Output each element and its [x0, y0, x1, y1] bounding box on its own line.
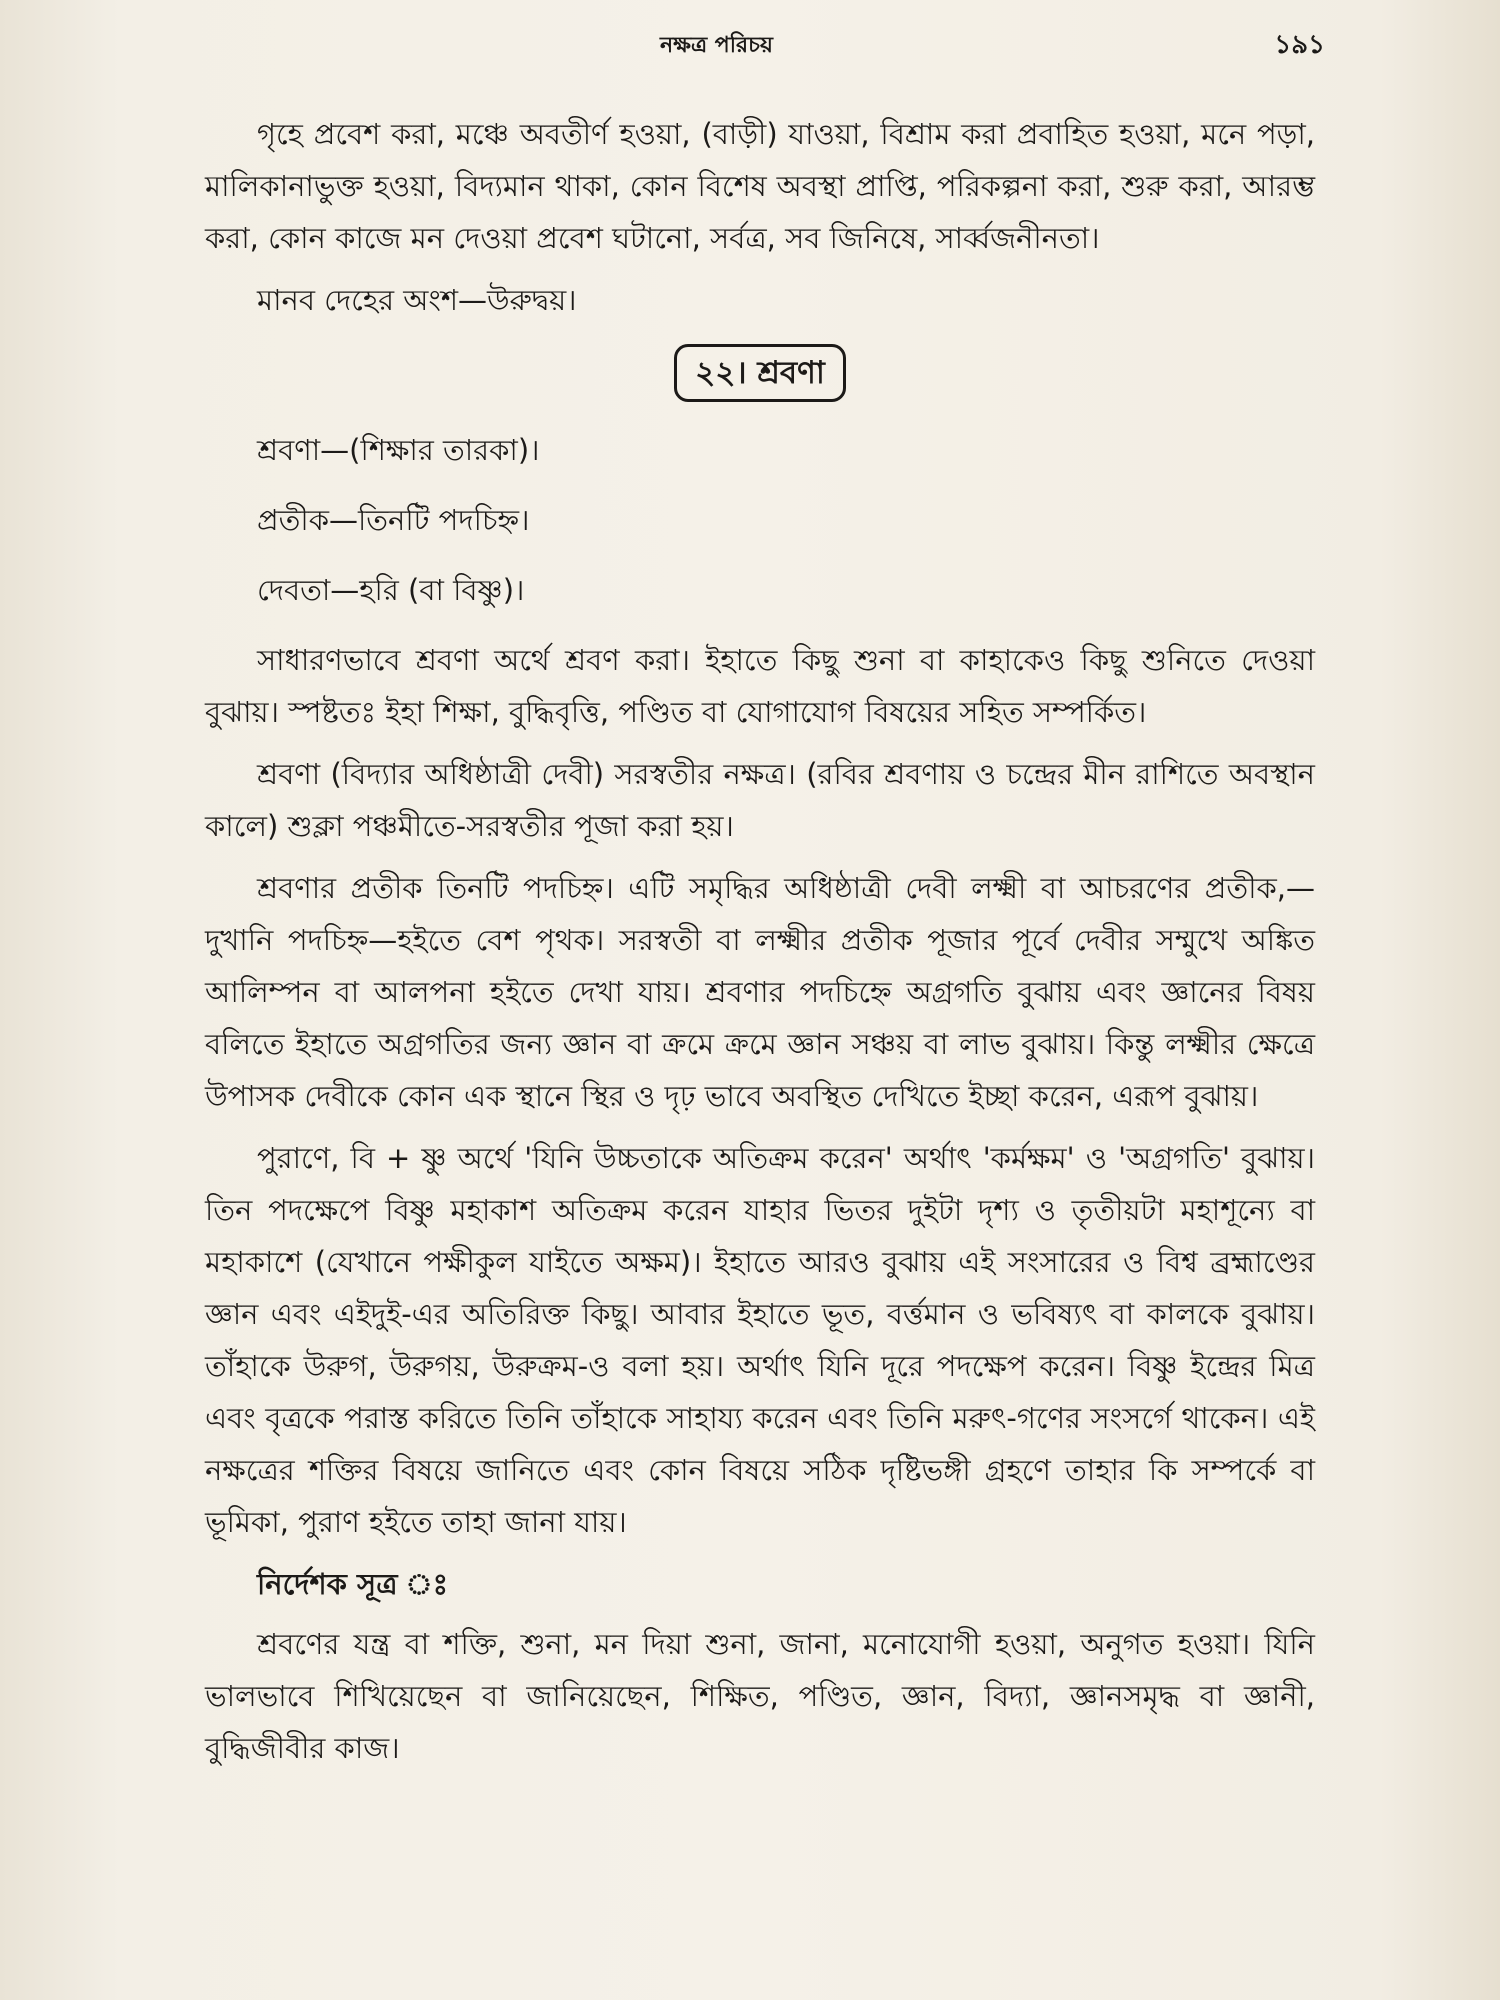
paragraph: সাধারণভাবে শ্রবণা অর্থে শ্রবণ করা। ইহাতে কিছু শুনা বা কাহাকেও কিছু শুনিতে দেওয়া বুঝায়। স্পষ্টতঃ ইহা শিক্ষা, বুদ্ধিবৃত্তি, পণ্ডিত বা যোগাযোগ বিষয়ের সহিত সম্পর্কিত।	[205, 643, 1315, 729]
paragraph: পুরাণে, বি + ষ্ণু অর্থে 'যিনি উচ্চতাকে অতিক্রম করেন' অর্থাৎ 'কর্মক্ষম' ও 'অগ্রগতি' বুঝায়। তিন পদক্ষেপে বিষ্ণু মহাকাশ অতিক্রম করেন যাহার ভিতর দুইটা দৃশ্য ও তৃতীয়টা মহাশূন্যে বা মহাকাশে (যেখানে পক্ষীকুল যাইতে অক্ষম)। ইহাতে আরও বুঝায় এই সংসারের ও বিশ্ব ব্রহ্মাণ্ডের জ্ঞান এবং এইদুই-এর অতিরিক্ত কিছু। আবার ইহাতে ভূত, বর্ত্তমান ও ভবিষ্যৎ বা কালকে বুঝায়। তাঁহাকে উরুগ, উরুগয়, উরুক্রম-ও বলা হয়। অর্থাৎ যিনি দূরে পদক্ষেপ করেন। বিষ্ণু ইন্দ্রের মিত্র এবং বৃত্রকে পরাস্ত করিতে তিনি তাঁহাকে সাহায্য করেন এবং তিনি মরুৎ-গণের সংসর্গে থাকেন। এই নক্ষত্রের শক্তির বিষয়ে জানিতে এবং কোন বিষয়ে সঠিক দৃষ্টিভঙ্গী গ্রহণে তাহার কি সম্পর্কে বা ভূমিকা, পুরাণ হইতে তাহা জানা যায়।	[205, 1141, 1315, 1539]
page-body	[205, 108, 1315, 1784]
chapter-heading	[205, 344, 1315, 402]
definition-line: দেবতা—হরি (বা বিষ্ণু)।	[257, 573, 525, 607]
paragraph: শ্রবণার প্রতীক তিনটি পদচিহ্ন। এটি সমৃদ্ধির অধিষ্ঠাত্রী দেবী লক্ষ্মী বা আচরণের প্রতীক,—দুখানি পদচিহ্ন—হইতে বেশ পৃথক। সরস্বতী বা লক্ষ্মীর প্রতীক পূজার পূর্বে দেবীর সম্মুখে অঙ্কিত আলিম্পন বা আলপনা হইতে দেখা যায়। শ্রবণার পদচিহ্নে অগ্রগতি বুঝায় এবং জ্ঞানের বিষয় বলিতে ইহাতে অগ্রগতির জন্য জ্ঞান বা ক্রমে ক্রমে জ্ঞান সঞ্চয় বা লাভ বুঝায়। কিন্তু লক্ষ্মীর ক্ষেত্রে উপাসক দেবীকে কোন এক স্থানে স্থির ও দৃঢ় ভাবে অবস্থিত দেখিতে ইচ্ছা করেন, এরূপ বুঝায়।	[205, 871, 1315, 1113]
subheading: নির্দেশক সূত্র ঃ	[257, 1567, 449, 1601]
definition-line: শ্রবণা—(শিক্ষার তারকা)।	[257, 433, 540, 467]
page-number: ১৯১	[1274, 30, 1325, 60]
definition-line: প্রতীক—তিনটি পদচিহ্ন।	[257, 503, 530, 537]
paragraph: গৃহে প্রবেশ করা, মঞ্চে অবতীর্ণ হওয়া, (বাড়ী) যাওয়া, বিশ্রাম করা প্রবাহিত হওয়া, মনে পড়া, মালিকানাভুক্ত হওয়া, বিদ্যমান থাকা, কোন বিশেষ অবস্থা প্রাপ্তি, পরিকল্পনা করা, শুরু করা, আরম্ভ করা, কোন কাজে মন দেওয়া প্রবেশ ঘটানো, সর্বত্র, সব জিনিষে, সার্ব্বজনীনতা।	[205, 117, 1315, 255]
paragraph: শ্রবণা (বিদ্যার অধিষ্ঠাত্রী দেবী) সরস্বতীর নক্ষত্র। (রবির শ্রবণায় ও চন্দ্রের মীন রাশিতে অবস্থান কালে) শুক্লা পঞ্চমীতে-সরস্বতীর পূজা করা হয়।	[205, 757, 1315, 843]
chapter-title: ২২। শ্রবণা	[674, 344, 846, 402]
paragraph: মানব দেহের অংশ—উরুদ্বয়।	[257, 283, 577, 317]
paragraph: শ্রবণের যন্ত্র বা শক্তি, শুনা, মন দিয়া শুনা, জানা, মনোযোগী হওয়া, অনুগত হওয়া। যিনি ভালভাবে শিখিয়েছেন বা জানিয়েছেন, শিক্ষিত, পণ্ডিত, জ্ঞান, বিদ্যা, জ্ঞানসমৃদ্ধ বা জ্ঞানী, বুদ্ধিজীবীর কাজ।	[205, 1627, 1315, 1765]
running-head: নক্ষত্র পরিচয়	[660, 33, 773, 58]
